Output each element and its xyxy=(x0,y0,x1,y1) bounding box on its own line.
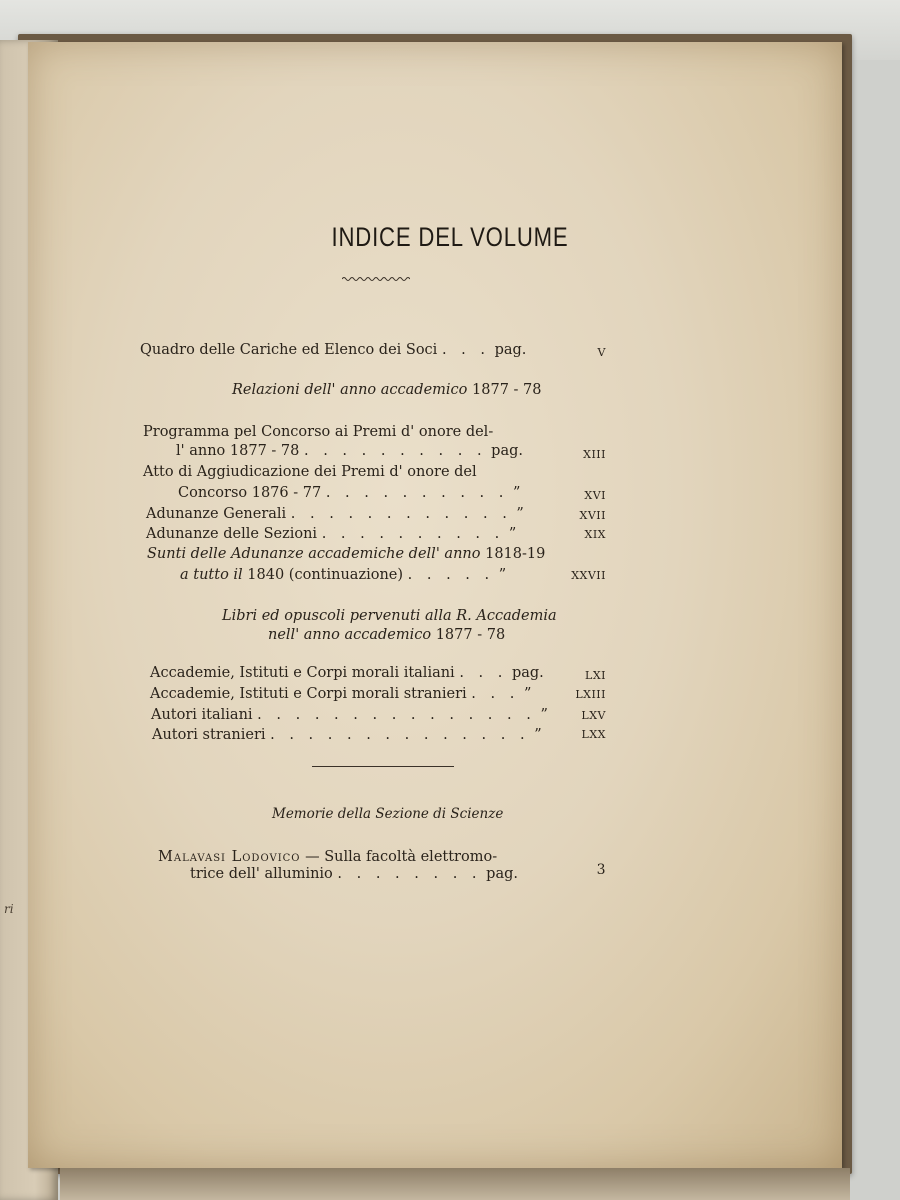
entry-page: LXI xyxy=(585,669,606,682)
book-page xyxy=(28,42,842,1168)
entry-page: XVII xyxy=(579,509,606,522)
toc-entry xyxy=(178,485,520,501)
entry-ref: ” xyxy=(534,727,542,743)
toc-entry xyxy=(158,849,497,865)
entry-text: — Sulla facoltà elettromo- xyxy=(305,849,498,865)
toc-entry xyxy=(190,866,518,882)
entry-text: Quadro delle Cariche ed Elenco dei Soci xyxy=(140,342,438,358)
page-title: INDICE DEL VOLUME xyxy=(331,222,569,252)
left-page-text: ri xyxy=(4,902,14,916)
entry-leader: . . . . . . . . . . xyxy=(303,443,487,459)
section-heading xyxy=(222,608,557,624)
heading-year: 1877 - 78 xyxy=(472,382,542,398)
toc-entry xyxy=(150,665,544,681)
entry-text: Adunanze delle Sezioni xyxy=(146,526,318,542)
heading-text: nell' anno accademico xyxy=(268,627,432,643)
entry-ref: ” xyxy=(523,686,532,702)
entry-text: Accademie, Istituti e Corpi morali italiani xyxy=(150,665,455,681)
entry-text: l' anno 1877 - 78 xyxy=(176,443,300,459)
entry-page: LXIII xyxy=(575,688,606,701)
entry-ref: ” xyxy=(508,526,517,542)
entry-leader: . . . . . . . . . . xyxy=(321,526,505,542)
toc-entry xyxy=(150,686,531,702)
section-heading xyxy=(268,627,505,643)
entry-page: LXV xyxy=(581,709,606,722)
entry-page: LXX xyxy=(581,728,606,741)
toc-entry xyxy=(176,443,523,459)
section-heading xyxy=(272,806,503,822)
entry-text: 1818-19 xyxy=(485,546,546,562)
entry-ref: ” xyxy=(540,707,548,723)
entry-leader: . . . xyxy=(471,686,520,702)
toc-entry xyxy=(140,342,526,358)
entry-text: trice dell' alluminio xyxy=(190,866,333,882)
entry-text: Atto di Aggiudicazione dei Premi d' onore del xyxy=(143,464,477,480)
entry-leader: . . . . . . . . . . . . . . . xyxy=(257,707,536,723)
entry-page: 3 xyxy=(596,862,606,878)
entry-author: Malavasi Lodovico xyxy=(158,849,301,865)
heading-text: Memorie della Sezione di Scienze xyxy=(272,806,504,822)
toc-entry xyxy=(180,567,506,583)
entry-leader: . . . xyxy=(441,342,490,358)
entry-page: XXVII xyxy=(571,569,606,582)
toc-entry xyxy=(151,707,548,723)
divider-rule xyxy=(312,766,454,767)
entry-ref: ” xyxy=(516,506,524,522)
entry-leader: . . . . . . . . . . . . . . xyxy=(270,727,530,743)
toc-entry xyxy=(143,464,477,480)
entry-text-italic: Sunti delle Adunanze accademiche dell' anno xyxy=(147,546,481,562)
toc-entry xyxy=(146,506,524,522)
book-bottom-edge xyxy=(60,1168,850,1200)
entry-text: Concorso 1876 - 77 xyxy=(178,485,322,501)
toc-entry xyxy=(143,424,493,440)
entry-text: Accademie, Istituti e Corpi morali stranieri xyxy=(150,686,467,702)
entry-text: Programma pel Concorso ai Premi d' onore del- xyxy=(143,424,494,440)
entry-ref: pag. xyxy=(486,866,518,882)
heading-text: Relazioni dell' anno accademico xyxy=(232,382,468,398)
entry-leader: . . . . . . . . . . . . xyxy=(290,506,512,522)
heading-text: Libri ed opuscoli pervenuti alla R. Accademia xyxy=(222,608,557,624)
entry-leader: . . . . . . . . xyxy=(337,866,482,882)
entry-leader: . . . . . xyxy=(407,567,495,583)
entry-leader: . . . xyxy=(459,665,508,681)
toc-entry xyxy=(152,727,542,743)
entry-ref: pag. xyxy=(494,342,527,358)
entry-leader: . . . . . . . . . . xyxy=(325,485,509,501)
heading-year: 1877 - 78 xyxy=(435,627,506,643)
entry-text-italic: a tutto il xyxy=(180,567,243,583)
entry-page: V xyxy=(597,346,606,359)
entry-page: XIII xyxy=(583,448,606,461)
entry-text: Autori italiani xyxy=(151,707,253,723)
entry-ref: ” xyxy=(498,567,507,583)
entry-ref: pag. xyxy=(491,443,523,459)
entry-page: XVI xyxy=(584,489,606,502)
entry-text: 1840 (continuazione) xyxy=(247,567,404,583)
entry-page: XIX xyxy=(584,528,606,541)
toc-entry xyxy=(147,546,545,562)
section-heading xyxy=(232,382,542,398)
entry-ref: ” xyxy=(513,485,521,501)
toc-entry xyxy=(146,526,516,542)
entry-text: Autori stranieri xyxy=(152,727,266,743)
entry-ref: pag. xyxy=(511,665,544,681)
ornament-squiggle-icon xyxy=(342,274,410,284)
entry-text: Adunanze Generali xyxy=(146,506,287,522)
